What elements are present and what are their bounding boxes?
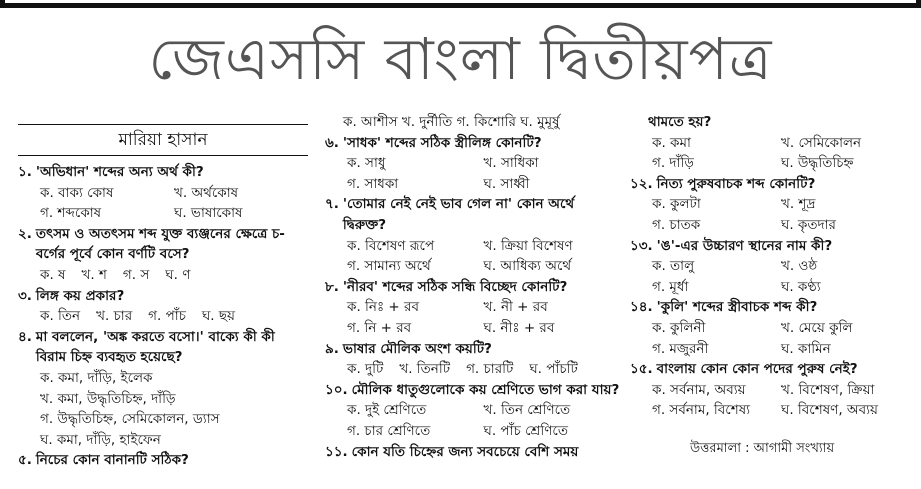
option: ঘ. নীঃ + রব	[483, 319, 555, 336]
options-row	[630, 194, 910, 215]
option: ক. সর্বনাম, অব্যয়	[652, 381, 746, 398]
question-text: তৎসম ও অতৎসম শব্দ যুক্ত ব্যঞ্জনের ক্ষেত্রে চ-বর্গের পূর্বে কোন বর্ণটি বসে?	[35, 225, 285, 263]
question-7	[325, 194, 620, 235]
options-row	[630, 339, 910, 360]
option: ঘ. ছয়	[201, 308, 236, 325]
question-text: 'অভিধান' শব্দের অন্য অর্থ কী?	[35, 164, 204, 180]
column-1	[18, 112, 308, 471]
option: গ. চাতক	[652, 216, 701, 233]
option: ঘ. কামিন	[781, 340, 831, 357]
question-number: ১২.	[630, 175, 653, 192]
option: গ. মজুরনী	[652, 340, 709, 357]
options-row	[325, 359, 620, 380]
question-number: ৫.	[18, 452, 32, 469]
option: ক. বাক্য কোষ	[40, 184, 114, 201]
question-13	[630, 236, 910, 257]
options-row	[630, 380, 910, 401]
question-14	[630, 297, 910, 318]
option: খ. ওষ্ঠ	[781, 258, 818, 275]
options-row	[18, 265, 308, 286]
option: খ. তিনটি	[399, 361, 451, 378]
option: খ. অর্থকোষ	[174, 184, 239, 201]
option: গ. শব্দকোষ	[40, 205, 102, 222]
option: ঘ. বিশেষণ, অব্যয়	[781, 402, 878, 419]
option: খ. চার	[96, 308, 133, 325]
option-line: ক. আশীস খ. দুর্নীতি গ. কিশোরি ঘ. মুমূর্ষু	[343, 114, 560, 130]
question-text: 'ঙ'-এর উচ্চারণ স্থানের নাম কী?	[656, 237, 833, 254]
option: ঘ. সাধ্বী	[483, 175, 530, 192]
question-1	[18, 162, 308, 183]
option: ঘ. পাঁচটি	[529, 361, 578, 378]
option: ক. তালু	[652, 258, 695, 275]
option: ঘ. ভাষাকোষ	[174, 205, 243, 222]
option: ঘ. কৃতদার	[781, 216, 836, 233]
options-row	[325, 318, 620, 339]
question-number: ২.	[18, 225, 32, 242]
option: গ. চার শ্রেণিতে	[347, 422, 431, 439]
question-number: ৩.	[18, 287, 32, 304]
option: খ. শ	[81, 266, 107, 283]
option: গ. স	[122, 266, 150, 283]
question-text: লিঙ্গ কয় প্রকার?	[35, 287, 125, 304]
options-row	[630, 318, 910, 339]
option: ক. কমা, দাঁড়ি, ইলেক	[40, 369, 153, 386]
question-number: ১৪.	[630, 299, 653, 316]
option: গ. সর্বনাম, বিশেষ্য	[652, 402, 751, 419]
options-row	[325, 174, 620, 195]
option: খ. ক্রিয়া বিশেষণ	[483, 237, 573, 254]
answer-note: উত্তরমালা : আগামী সংখ্যায়	[690, 440, 835, 456]
options-row	[630, 133, 910, 154]
question-text: 'নীরব' শব্দের সঠিক সন্ধি বিচ্ছেদ কোনটি?	[342, 278, 568, 295]
option: ক. সাধু	[347, 155, 386, 172]
column-2	[325, 112, 620, 462]
question-number: ৭.	[325, 196, 339, 213]
question-3	[18, 286, 308, 307]
option: খ. নী + রব	[483, 299, 548, 316]
options-row	[18, 183, 308, 204]
option: গ. পাঁচ	[148, 308, 186, 325]
author-name: মারিয়া হাসান	[18, 124, 308, 156]
option: ক. নিঃ + রব	[347, 299, 419, 316]
question-8	[325, 277, 620, 298]
option: ঘ. পাঁচ শ্রেণিতে	[483, 422, 568, 439]
question-15	[630, 359, 910, 380]
question-number: ১৩.	[630, 237, 653, 254]
options-row	[325, 153, 620, 174]
option: খ. শূদ্র	[781, 196, 816, 213]
question-11	[325, 442, 620, 463]
option: ঘ. আধিক্য অর্থে	[483, 258, 572, 275]
options-row	[630, 277, 910, 298]
question-5	[18, 450, 308, 471]
question-number: ১০.	[325, 381, 348, 398]
option: ক. কুলিনী	[652, 319, 706, 336]
option: ঘ. কণ্ঠ্য	[781, 278, 821, 295]
page-title: জেএসসি বাংলা দ্বিতীয়পত্র	[148, 25, 773, 93]
question-text: কোন যতি চিহ্নের জন্য সবচেয়ে বেশি সময়	[351, 443, 579, 460]
option: গ. মূর্ধা	[652, 278, 689, 295]
question-text: মৌলিক ধাতুগুলোকে কয় শ্রেণিতে ভাগ করা যায়?	[351, 381, 620, 398]
option: খ. তিন শ্রেণিতে	[483, 402, 571, 419]
question-text: বাংলায় কোন কোন পদের পুরুষ নেই?	[656, 361, 858, 378]
option: গ. দাঁড়ি	[652, 155, 694, 172]
question-2	[18, 224, 308, 265]
question-text-continued: থামতে হয়?	[648, 114, 712, 130]
question-text: 'সাধক' শব্দের সঠিক স্ত্রীলিঙ্গ কোনটি?	[342, 134, 542, 151]
question-12	[630, 174, 910, 195]
question-number: ১.	[18, 164, 32, 180]
question-4	[18, 327, 308, 368]
option: গ. চারটি	[466, 361, 514, 378]
options-row	[630, 215, 910, 236]
option: ঘ. উদ্ধৃতিচিহ্ন	[781, 155, 854, 172]
option: গ. উদ্ধৃতিচিহ্ন, সেমিকোলন, ড্যাস	[40, 411, 220, 428]
option: ঘ. ণ	[165, 266, 191, 283]
options-row	[18, 203, 308, 224]
question-10	[325, 380, 620, 401]
question-text: মা বললেন, 'অঙ্ক করতে বসো।' বাক্যে কী কী বিরাম চিহ্ন ব্যবহৃত হয়েছে?	[35, 328, 275, 366]
question-9	[325, 339, 620, 360]
top-frame-border	[0, 0, 921, 8]
option: গ. সামান্য অর্থে	[347, 258, 431, 275]
question-text: 'কুলি' শব্দের স্ত্রীবাচক শব্দ কী?	[656, 299, 818, 316]
options-row	[325, 256, 620, 277]
question-number: ৯.	[325, 340, 339, 357]
option: ক. তিন	[40, 308, 81, 325]
options-row	[18, 306, 308, 327]
option: ঘ. কমা, দাঁড়ি, হাইফেন	[40, 431, 161, 448]
option: ক. কমা	[652, 134, 691, 151]
question-number: ৮.	[325, 278, 339, 295]
option: খ. মেয়ে কুলি	[781, 319, 853, 336]
question-text: 'তোমার নেই নেই ভাব গেল না' কোন অর্থে দ্বিরুক্ত?	[342, 196, 575, 233]
column-3	[630, 112, 910, 460]
options-row	[325, 400, 620, 421]
option: ক. দুটি	[347, 361, 384, 378]
option: ক. বিশেষণ রূপে	[347, 237, 435, 254]
options-row	[630, 256, 910, 277]
option: ক. দুই শ্রেণিতে	[347, 402, 427, 419]
question-number: ১১.	[325, 443, 348, 460]
options-row	[325, 297, 620, 318]
option: খ. সাধিকা	[483, 155, 539, 172]
option: খ. কমা, উদ্ধৃতিচিহ্ন, দাঁড়ি	[40, 390, 176, 407]
options-row	[630, 153, 910, 174]
option: খ. সেমিকোলন	[781, 134, 862, 151]
question-6	[325, 133, 620, 154]
option: ক. কুলটা	[652, 196, 701, 213]
question-number: ৬.	[325, 134, 339, 151]
option: গ. সাধকা	[347, 175, 399, 192]
question-number: ৪.	[18, 328, 32, 345]
question-text: নিত্য পুরুষবাচক শব্দ কোনটি?	[656, 175, 816, 192]
question-text: নিচের কোন বানানটি সঠিক?	[35, 452, 189, 469]
option: গ. নি + রব	[347, 319, 412, 336]
options-row	[630, 400, 910, 421]
question-text: ভাষার মৌলিক অংশ কয়টি?	[342, 340, 492, 357]
options-row	[325, 421, 620, 442]
option: খ. বিশেষণ, ক্রিয়া	[781, 381, 875, 398]
options-row	[325, 236, 620, 257]
question-number: ১৫.	[630, 361, 653, 378]
option: ক. ষ	[40, 266, 66, 283]
